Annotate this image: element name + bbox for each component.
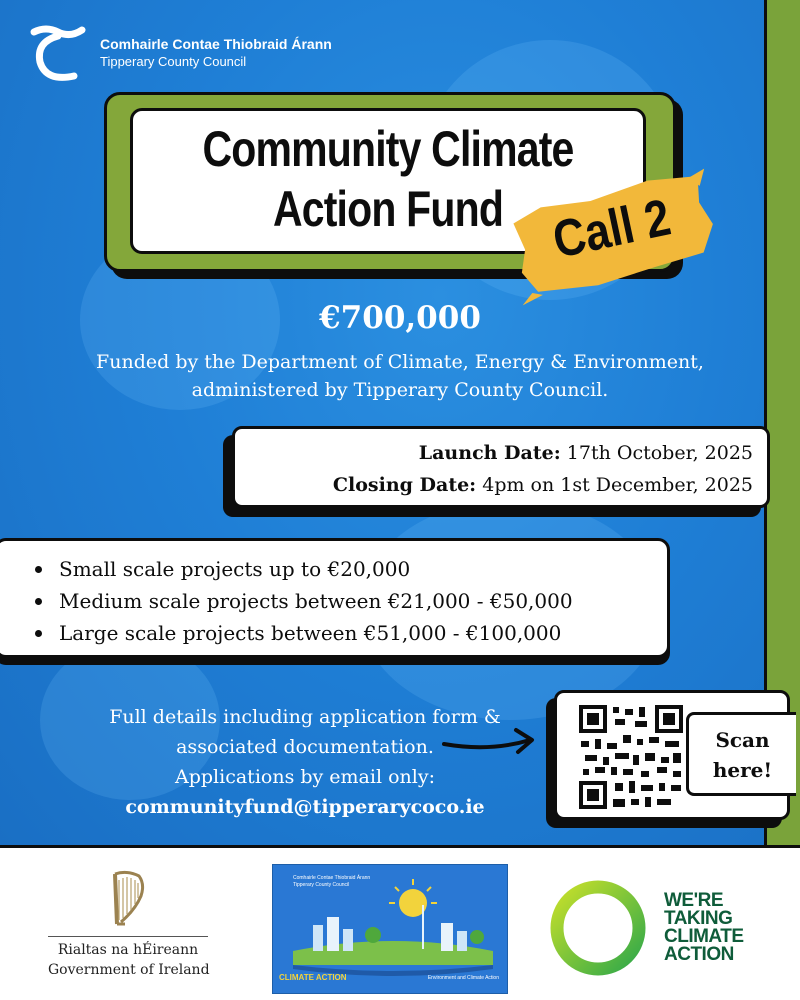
- wtca-line: TAKING: [664, 908, 733, 929]
- taking-climate-action-logo: [664, 892, 744, 964]
- closing-date-label: Closing Date:: [332, 474, 477, 496]
- closing-date: [235, 469, 753, 501]
- climate-action-card: [272, 864, 508, 994]
- funded-by-line: Funded by the Department of Climate, Energy & Environment,: [96, 351, 704, 373]
- card-climate-action: CLIMATE ACTION: [279, 973, 347, 982]
- launch-date-value: 17th October, 2025: [566, 442, 753, 464]
- details-line: associated documentation.: [176, 736, 434, 758]
- scan-label-line: Scan: [715, 728, 770, 752]
- details-text: [80, 702, 530, 822]
- scan-label-line: here!: [712, 758, 773, 782]
- card-council-english: Tipperary County Council: [293, 882, 350, 888]
- fund-title: Community Climate Action Fund: [202, 121, 574, 237]
- details-line: Applications by email only:: [175, 766, 435, 788]
- harp-icon: [105, 870, 149, 928]
- dates-box: [232, 426, 770, 508]
- card-environment: Environment and Climate Action: [427, 975, 499, 981]
- climate-ring-icon: [548, 878, 648, 978]
- project-item-small: Small scale projects up to €20,000: [59, 553, 667, 585]
- project-item-large: Large scale projects between €51,000 - €100,000: [59, 617, 667, 649]
- gov-name-irish: Rialtas na hÉireann: [57, 942, 199, 958]
- council-logo-icon: [28, 22, 88, 84]
- fund-amount: €700,000: [319, 300, 481, 336]
- funded-by-text: [0, 348, 800, 404]
- footer-logos: [0, 845, 800, 1000]
- card-council-name: [293, 875, 370, 889]
- details-line: Full details including application form &: [109, 706, 501, 728]
- arrow-right-icon: [440, 722, 540, 762]
- gov-divider: [48, 936, 208, 937]
- council-name-irish: Comhairle Contae Thiobraid Árann: [100, 36, 332, 52]
- project-item-medium: Medium scale projects between €21,000 - €50,000: [59, 585, 667, 617]
- scan-here-label: [689, 725, 796, 785]
- wtca-line: WE'RE: [664, 890, 724, 911]
- wtca-line: CLIMATE: [664, 926, 744, 947]
- launch-date: [235, 437, 753, 469]
- email-link[interactable]: communityfund@tipperarycoco.ie: [125, 796, 485, 818]
- call-label: Call 2: [548, 188, 676, 270]
- projects-box: [0, 538, 670, 658]
- funded-by-line: administered by Tipperary County Council.: [191, 379, 609, 401]
- wtca-line: ACTION: [664, 944, 734, 965]
- card-council-irish: Comhairle Contae Thiobraid Árann: [293, 875, 371, 881]
- scan-here-box: [686, 712, 796, 796]
- council-name-english: Tipperary County Council: [100, 54, 247, 69]
- qr-code-icon[interactable]: [579, 705, 683, 809]
- launch-date-label: Launch Date:: [418, 442, 561, 464]
- closing-date-value: 4pm on 1st December, 2025: [482, 474, 753, 496]
- gov-name-english: Government of Ireland: [48, 962, 210, 978]
